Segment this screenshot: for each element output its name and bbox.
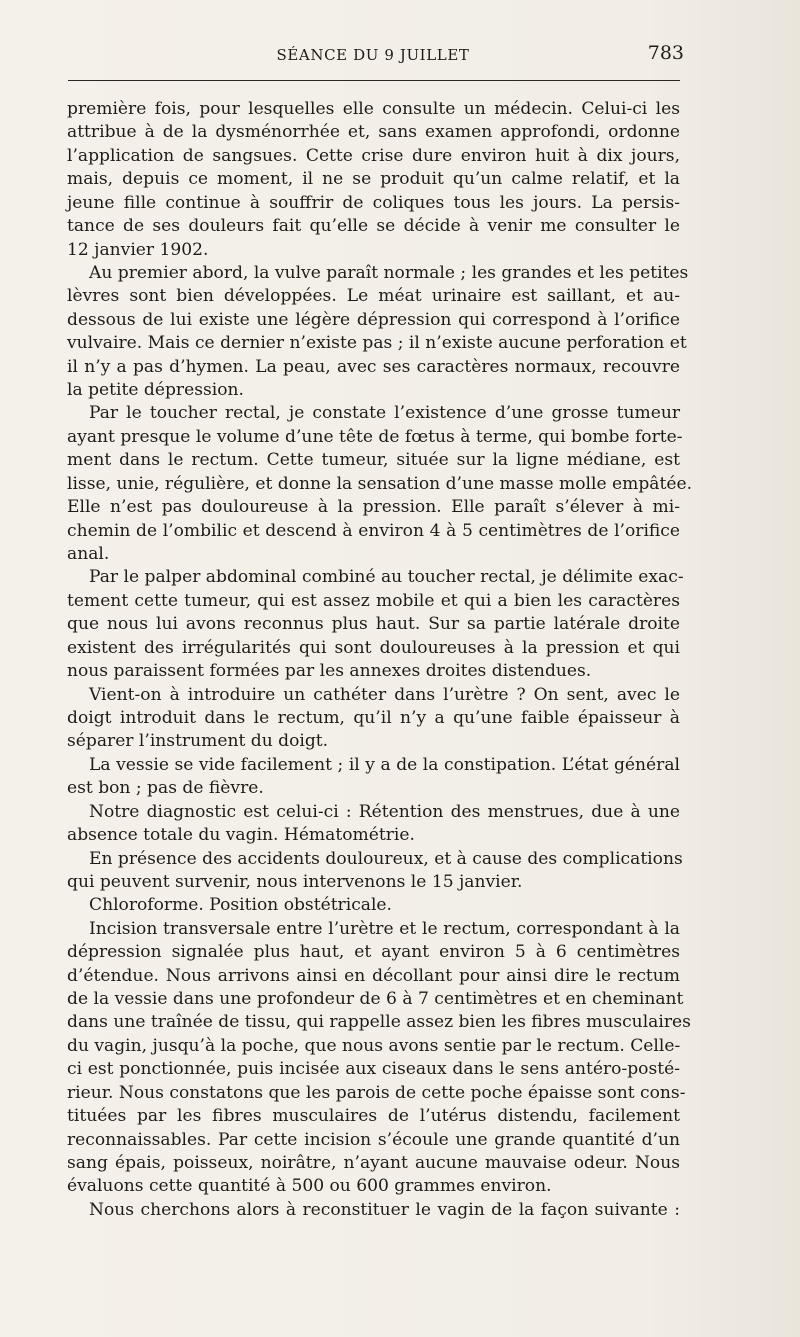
- header-rule: [68, 80, 680, 81]
- text-line: rieur. Nous constatons que les parois de cette poche épaisse sont cons-: [67, 1082, 686, 1103]
- text-line: séparer l’instrument du doigt.: [67, 731, 329, 752]
- text-line: que nous lui avons reconnus plus haut. Sur sa partie latérale droite: [67, 614, 680, 635]
- text-line: jeune fille continue à souffrir de coliques tous les jours. La persis-: [67, 192, 680, 213]
- text-line: évaluons cette quantité à 500 ou 600 grammes environ.: [67, 1176, 552, 1197]
- text-line: ayant presque le volume d’une tête de fœtus à terme, qui bombe forte-: [67, 426, 683, 447]
- text-line: il n’y a pas d’hymen. La peau, avec ses caractères normaux, recouvre: [67, 356, 680, 377]
- text-line: Par le palper abdominal combiné au toucher rectal, je délimite exac-: [89, 567, 684, 588]
- text-line: existent des irrégularités qui sont douloureuses à la pression et qui: [67, 637, 680, 658]
- page-number: 783: [647, 42, 684, 64]
- text-line: tance de ses douleurs fait qu’elle se décide à venir me consulter le: [67, 216, 680, 237]
- text-line: absence totale du vagin. Hématométrie.: [67, 825, 415, 846]
- running-title: SÉANCE DU 9 JUILLET: [276, 46, 470, 64]
- text-line: qui peuvent survenir, nous intervenons le 15 janvier.: [67, 871, 523, 892]
- text-line: tituées par les fibres musculaires de l’utérus distendu, facilement: [67, 1106, 680, 1127]
- text-line: attribue à de la dysménorrhée et, sans examen approfondi, ordonne: [67, 122, 680, 143]
- body-text: [67, 98, 693, 1222]
- text-line: nous paraissent formées par les annexes droites distendues.: [67, 661, 592, 682]
- text-line: Elle n’est pas douloureuse à la pression. Elle paraît s’élever à mi-: [67, 497, 680, 518]
- text-line: est bon ; pas de fièvre.: [67, 778, 264, 799]
- text-line: En présence des accidents douloureux, et à cause des complications: [89, 848, 683, 869]
- text-line: Par le toucher rectal, je constate l’existence d’une grosse tumeur: [89, 403, 680, 424]
- text-line: du vagin, jusqu’à la poche, que nous avons sentie par le rectum. Celle-: [67, 1035, 681, 1056]
- text-line: mais, depuis ce moment, il ne se produit qu’un calme relatif, et la: [67, 169, 680, 190]
- text-line: vulvaire. Mais ce dernier n’existe pas ; il n’existe aucune perforation et: [67, 333, 687, 354]
- text-line: Chloroforme. Position obstétricale.: [89, 895, 392, 916]
- text-line: ment dans le rectum. Cette tumeur, située sur la ligne médiane, est: [67, 450, 680, 471]
- text-line: Incision transversale entre l’urètre et le rectum, correspondant à la: [89, 918, 680, 939]
- text-line: la petite dépression.: [67, 380, 244, 401]
- text-line: de la vessie dans une profondeur de 6 à 7 centimètres et en cheminant: [67, 989, 684, 1010]
- text-line: dessous de lui existe une légère dépression qui correspond à l’orifice: [67, 309, 680, 330]
- text-line: ci est ponctionnée, puis incisée aux ciseaux dans le sens antéro-posté-: [67, 1059, 680, 1080]
- text-line: Nous cherchons alors à reconstituer le vagin de la façon suivante :: [89, 1199, 680, 1220]
- text-line: première fois, pour lesquelles elle consulte un médecin. Celui-ci les: [67, 99, 680, 119]
- text-line: sang épais, poisseux, noirâtre, n’ayant aucune mauvaise odeur. Nous: [67, 1152, 680, 1173]
- text-line: La vessie se vide facilement ; il y a de la constipation. L’état général: [89, 754, 680, 775]
- page-header: [66, 40, 684, 70]
- text-line: dépression signalée plus haut, et ayant environ 5 à 6 centimètres: [67, 942, 680, 963]
- text-line: tement cette tumeur, qui est assez mobile et qui a bien les caractères: [67, 590, 680, 611]
- text-line: anal.: [67, 544, 110, 565]
- text-line: dans une traînée de tissu, qui rappelle assez bien les fibres musculaires: [67, 1012, 691, 1033]
- text-line: Vient-on à introduire un cathéter dans l’urètre ? On sent, avec le: [89, 684, 680, 705]
- text-line: reconnaissables. Par cette incision s’écoule une grande quantité d’un: [67, 1129, 680, 1150]
- text-line: 12 janvier 1902.: [67, 239, 209, 260]
- text-line: lèvres sont bien développées. Le méat urinaire est saillant, et au-: [67, 286, 680, 307]
- text-line: lisse, unie, régulière, et donne la sensation d’une masse molle empâtée.: [67, 473, 693, 494]
- text-line: doigt introduit dans le rectum, qu’il n’y a qu’une faible épaisseur à: [67, 707, 680, 728]
- text-line: Notre diagnostic est celui-ci : Rétention des menstrues, due à une: [89, 801, 680, 822]
- text-line: chemin de l’ombilic et descend à environ 4 à 5 centimètres de l’orifice: [67, 520, 680, 541]
- text-line: d’étendue. Nous arrivons ainsi en décollant pour ainsi dire le rectum: [67, 965, 680, 986]
- text-line: l’application de sangsues. Cette crise dure environ huit à dix jours,: [67, 145, 680, 166]
- text-line: Au premier abord, la vulve paraît normale ; les grandes et les petites: [89, 262, 689, 283]
